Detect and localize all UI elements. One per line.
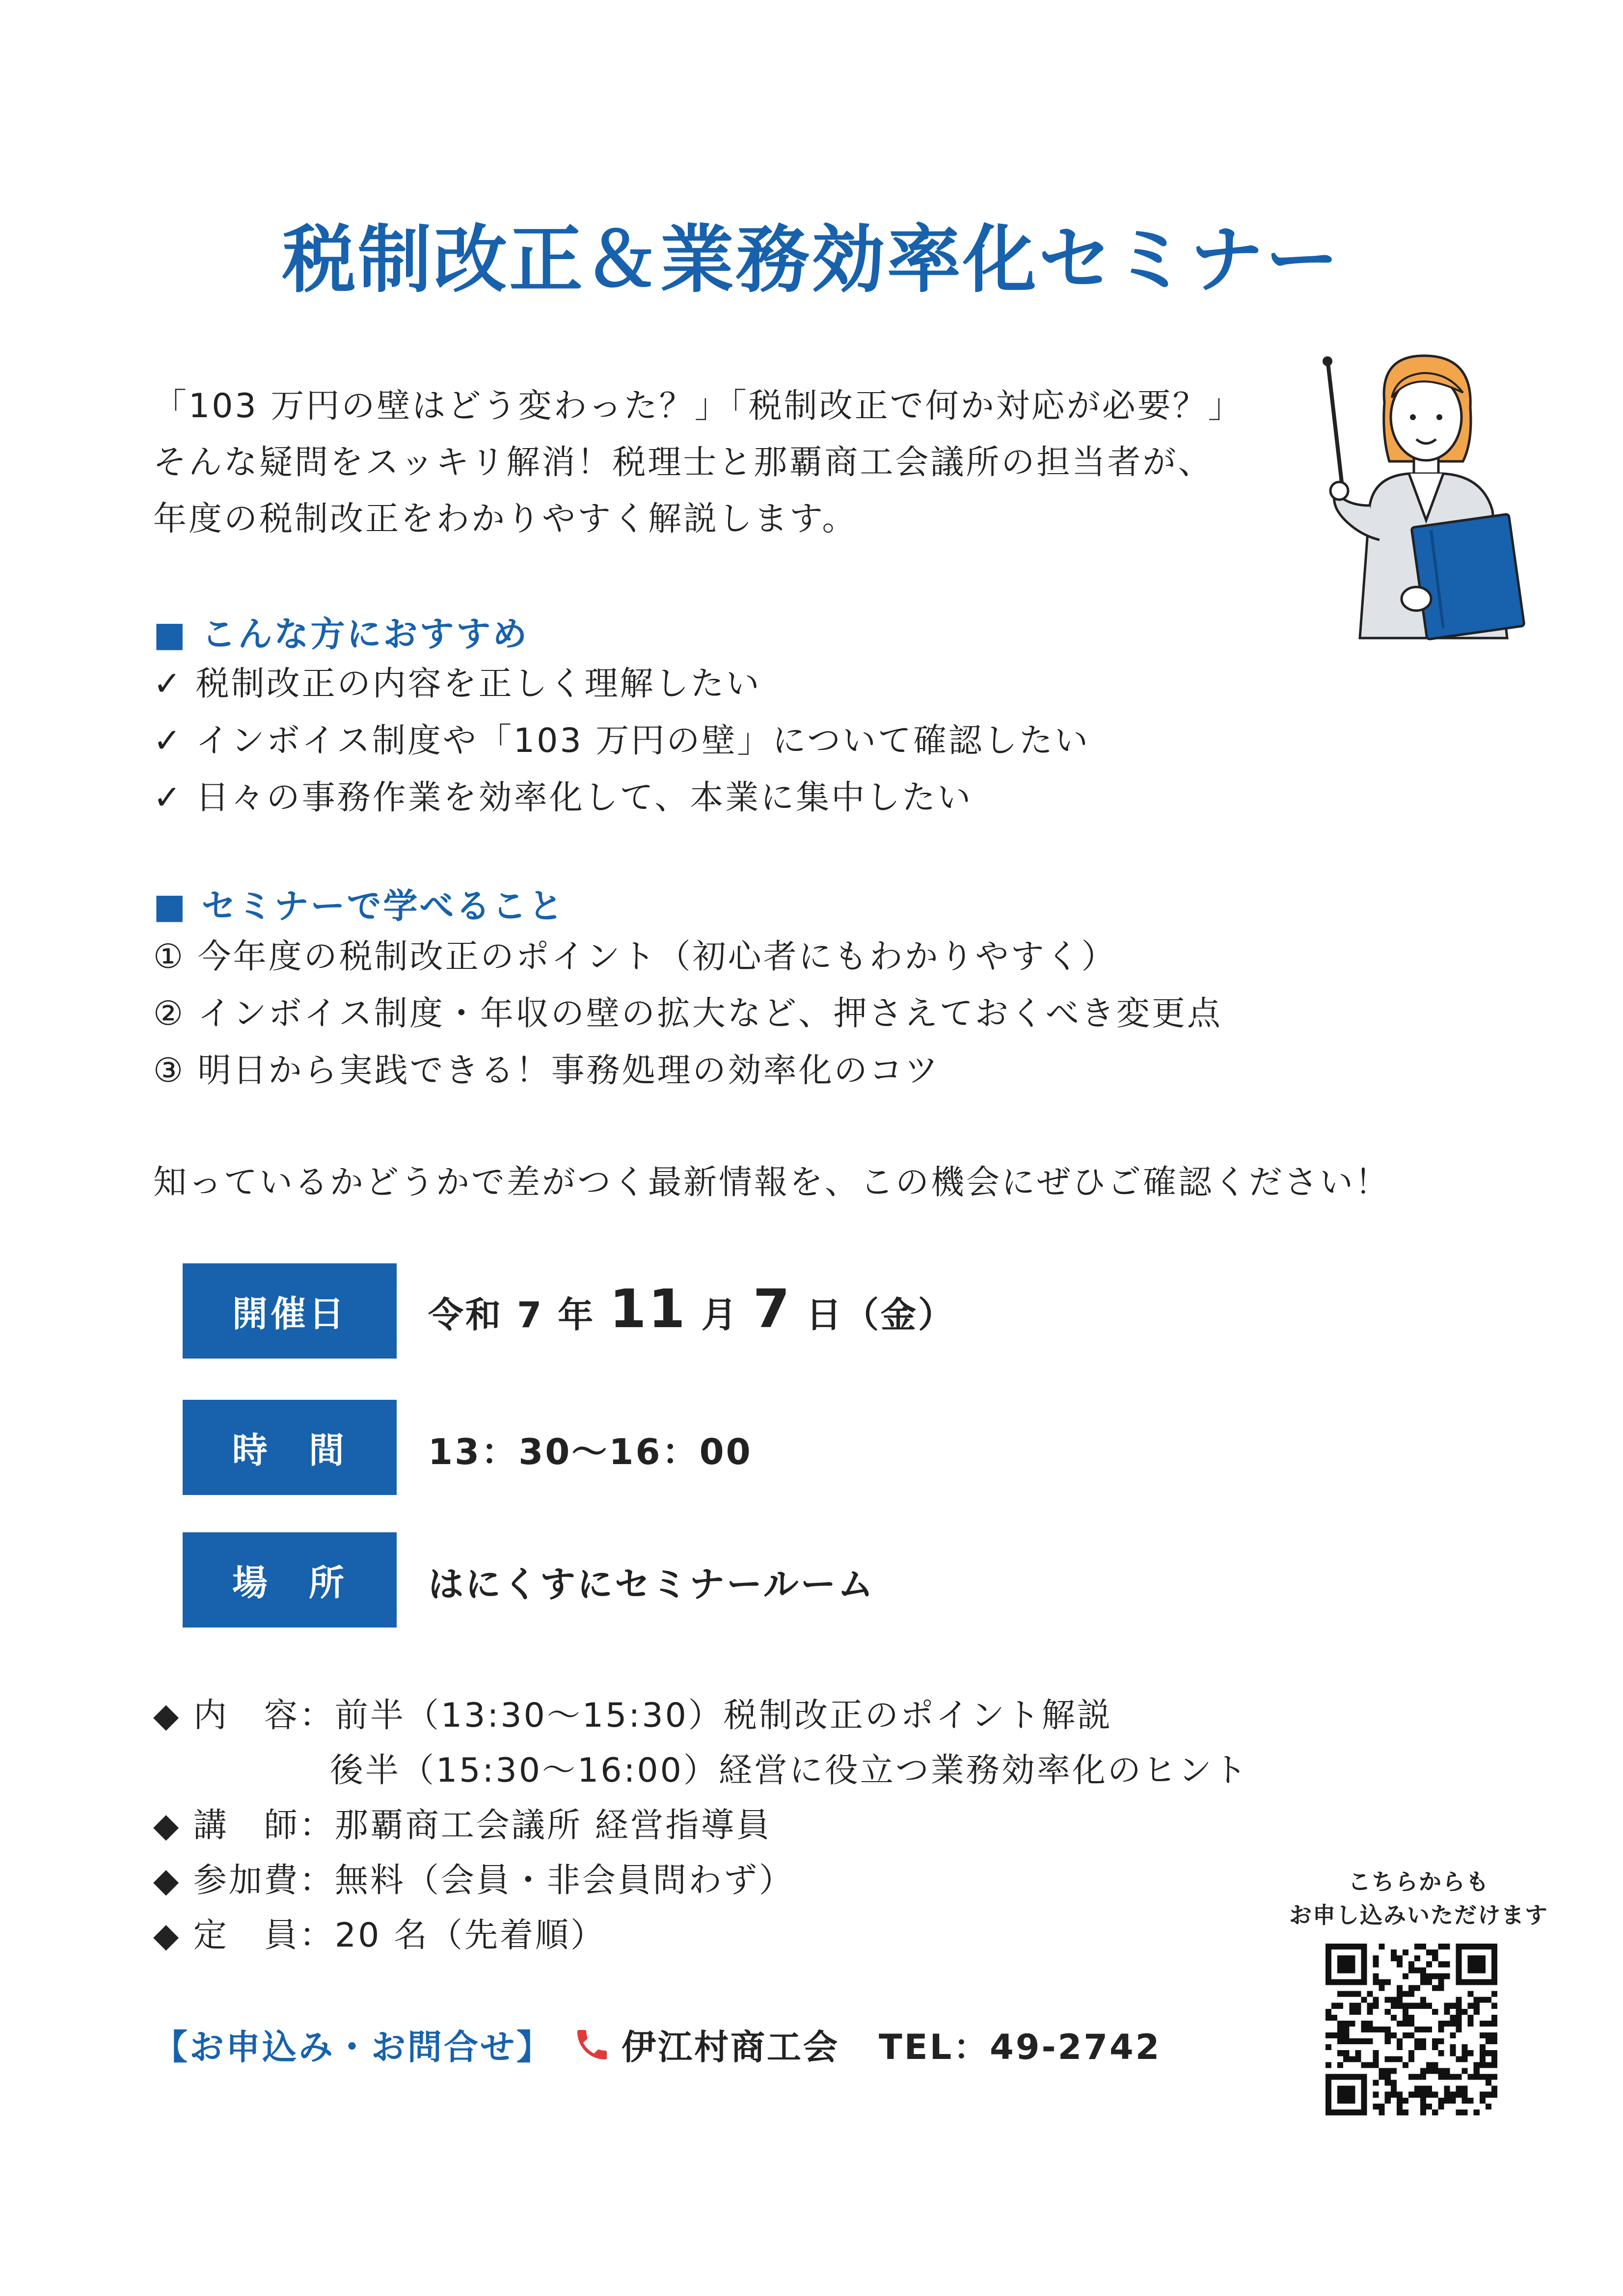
qr-note-line: こちらからも xyxy=(1348,1869,1489,1895)
intro-text xyxy=(153,378,1244,547)
date-month-unit: 月 xyxy=(701,1294,739,1335)
place-label: 場 所 xyxy=(183,1532,397,1628)
detail-line: ◆ 定 員：20 名（先着順） xyxy=(153,1916,606,1955)
learn-heading: ■ セミナーで学べること xyxy=(153,886,565,926)
intro-line: 「103 万円の壁はどう変わった？」「税制改正で何か対応が必要？」 xyxy=(153,387,1244,426)
qr-note xyxy=(1257,1865,1581,1932)
intro-line: そんな疑問をスッキリ解消！税理士と那覇商工会議所の担当者が、 xyxy=(153,443,1214,482)
qr-note-line: お申し込みいただけます xyxy=(1289,1902,1548,1928)
date-value xyxy=(428,1279,955,1340)
time-label: 時 間 xyxy=(183,1400,397,1495)
recommend-list xyxy=(153,656,1090,827)
detail-line: 後半（15:30〜16:00）経営に役立つ業務効率化のヒント xyxy=(153,1751,1249,1790)
date-day-unit: 日（金） xyxy=(806,1294,956,1335)
date-day: 7 xyxy=(753,1279,792,1340)
list-item: ① 今年度の税制改正のポイント（初心者にもわかりやすく） xyxy=(153,937,1117,976)
time-value: 13：30〜16：00 xyxy=(428,1431,753,1472)
list-item: ✓ 日々の事務作業を効率化して、本業に集中したい xyxy=(153,778,973,817)
place-value: はにくすにセミナールーム xyxy=(428,1564,875,1605)
detail-line: ◆ 参加費：無料（会員・非会員問わず） xyxy=(153,1861,794,1900)
recommend-heading: ■ こんな方におすすめ xyxy=(153,614,529,654)
detail-line: ◆ 講 師：那覇商工会議所 経営指導員 xyxy=(153,1806,772,1845)
page-title: 税制改正＆業務効率化セミナー xyxy=(282,217,1341,303)
contact-info xyxy=(153,2020,1161,2069)
date-label: 開催日 xyxy=(183,1263,397,1359)
qr-code[interactable] xyxy=(1325,1944,1497,2115)
list-item: ③ 明日から実践できる！事務処理の効率化のコツ xyxy=(153,1051,940,1090)
contact-tag: 【お申込み・お問合せ】 xyxy=(153,2027,553,2067)
detail-line: ◆ 内 容：前半（13:30〜15:30）税制改正のポイント解説 xyxy=(153,1696,1112,1735)
date-month: 11 xyxy=(609,1279,687,1340)
contact-org: 伊江村商工会 xyxy=(622,2027,839,2067)
list-item: ✓ 税制改正の内容を正しく理解したい xyxy=(153,665,761,703)
learn-list xyxy=(153,929,1222,1099)
date-era: 令和 7 年 xyxy=(428,1294,595,1335)
phone-icon xyxy=(572,2025,612,2064)
presenter-illustration xyxy=(1301,344,1532,648)
details-list xyxy=(153,1688,1249,1963)
intro-line: 年度の税制改正をわかりやすく解説します。 xyxy=(153,500,858,538)
contact-tel[interactable]: TEL：49-2742 xyxy=(879,2027,1162,2067)
closing-text: 知っているかどうかで差がつく最新情報を、この機会にぜひご確認ください！ xyxy=(153,1163,1391,1202)
list-item: ✓ インボイス制度や「103 万円の壁」について確認したい xyxy=(153,721,1090,760)
list-item: ② インボイス制度・年収の壁の拡大など、押さえておくべき変更点 xyxy=(153,994,1222,1033)
